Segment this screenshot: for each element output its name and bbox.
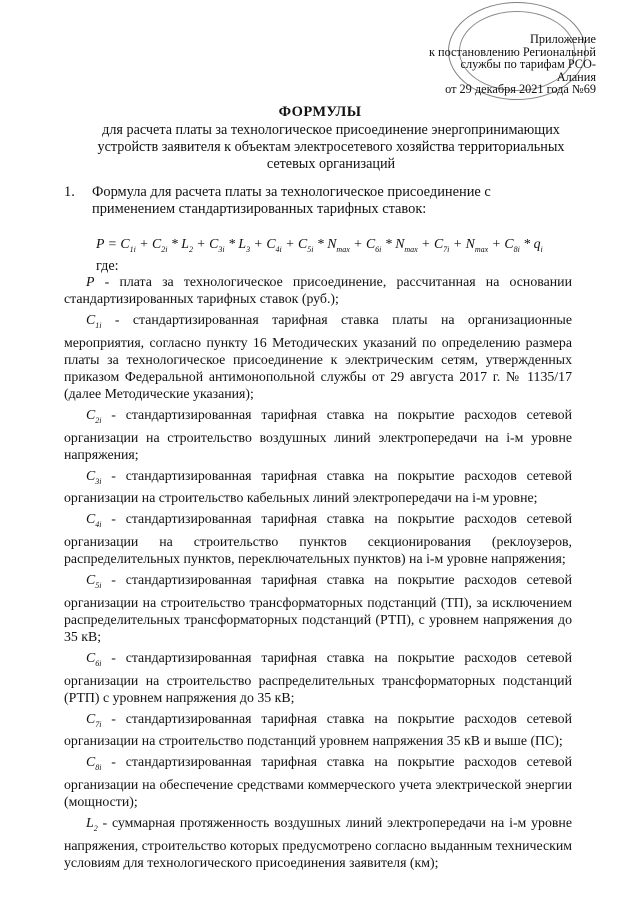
definition-symbol: $C_{4i}$ xyxy=(86,511,102,530)
definition-symbol: $C_{7i}$ xyxy=(86,710,102,729)
appendix-line: Алания xyxy=(556,69,596,84)
definition-symbol: $C_{6i}$ xyxy=(86,649,102,668)
definition-text: - стандартизированная тарифная ставка на покрытие расходов сетевой организации на строительство кабельных линий электропередачи на i-м уровне; xyxy=(64,467,572,506)
definition-symbol: $L_2$ xyxy=(86,815,98,833)
definition-text: - плата за технологическое присоединение, рассчитанная на основании стандартизированных тарифных ставок (руб.); xyxy=(64,274,572,306)
definition-item xyxy=(64,567,572,645)
section-line: применением стандартизированных тарифных ставок: xyxy=(92,201,427,217)
definition-symbol: $C_{1i}$ xyxy=(86,312,102,330)
definition-item xyxy=(64,463,572,507)
appendix-line: к постановлению Региональной xyxy=(428,44,596,59)
definition-text: - стандартизированная тарифная ставка на покрытие расходов сетевой организации на строительство трансформаторных подстанций (ТП), за исключением распределительных трансформаторных подстанций (РТП), с уровнем напряжения до 35 кВ; xyxy=(64,572,572,644)
definition-symbol: $C_{2i}$ xyxy=(86,406,102,425)
formula: $P = C_{1i} + C_{2i} * L_2 + C_{3i} * L_3 + C_{4i} + C_{5i} * N_{max} + C_{6i} * N_{max} + C_{7i} + N_{max} + C_{8i} * q_i$ xyxy=(96,236,543,254)
definition-item xyxy=(64,269,572,307)
definition-item xyxy=(64,402,572,463)
definition-text: - стандартизированная тарифная ставка на покрытие расходов сетевой организации на строительство пунктов секционирования (реклоузеров, распределительных пунктов, переключательных пунктов) на i-м уровне напряжения; xyxy=(64,511,572,567)
page-subtitle: для расчета платы за технологическое присоединение энергопринимающих устройств заявителя к объектам электросетевого хозяйства территориальных сетевых организаций xyxy=(97,122,565,172)
definition-symbol: $C_{5i}$ xyxy=(86,572,102,590)
appendix-block xyxy=(429,33,596,96)
appendix-line: Приложение xyxy=(530,32,596,46)
definitions-list xyxy=(64,269,572,871)
definition-item xyxy=(64,810,572,871)
definition-item xyxy=(64,706,572,750)
formula-where-label: где: xyxy=(96,258,119,274)
definition-symbol: $C_{3i}$ xyxy=(86,467,102,486)
definition-text: - стандартизированная тарифная ставка на покрытие расходов сетевой организации на строительство распределительных трансформаторных подстанций (РТП) с уровнем напряжения до 35 кВ; xyxy=(64,649,572,705)
page-title: ФОРМУЛЫ xyxy=(278,104,362,120)
definition-text: - стандартизированная тарифная ставка на покрытие расходов сетевой организации на обеспечение средствами коммерческого учета электрической энергии (мощности); xyxy=(64,754,572,810)
section-number: 1. xyxy=(64,184,75,200)
appendix-line: от 29 декабря 2021 года №69 xyxy=(445,82,596,97)
definition-text: - стандартизированная тарифная ставка на покрытие расходов сетевой организации на строительство воздушных линий электропередачи на i-м уровне напряжения; xyxy=(64,406,572,462)
section-heading xyxy=(64,184,491,218)
definition-symbol: $C_{8i}$ xyxy=(86,754,102,773)
definition-item xyxy=(64,645,572,706)
definition-symbol: P xyxy=(86,274,95,289)
definition-text: - суммарная протяженность воздушных линий электропередачи на i-м уровне напряжения, строительство которых предусмотрено согласно выданным техническим условиям для технологического присоединения заявителя (км); xyxy=(64,815,572,870)
definition-item xyxy=(64,506,572,567)
definition-text: - стандартизированная тарифная ставка платы на организационные мероприятия, согласно пункту 16 Методических указаний по определению размера платы за технологическое присоединение к электрическим сетям, утвержденных приказом Федеральной антимонопольной службы от 29 августа 2017 г. № 1135/17 (далее Методические указания); xyxy=(64,312,572,401)
definition-item xyxy=(64,307,572,402)
definition-text: - стандартизированная тарифная ставка на покрытие расходов сетевой организации на строительство подстанций уровнем напряжения 35 кВ и выше (ПС); xyxy=(64,710,572,749)
appendix-line: службы по тарифам РСО- xyxy=(460,57,596,72)
definition-item xyxy=(64,749,572,810)
section-line: Формула для расчета платы за технологическое присоединение с xyxy=(92,184,491,200)
